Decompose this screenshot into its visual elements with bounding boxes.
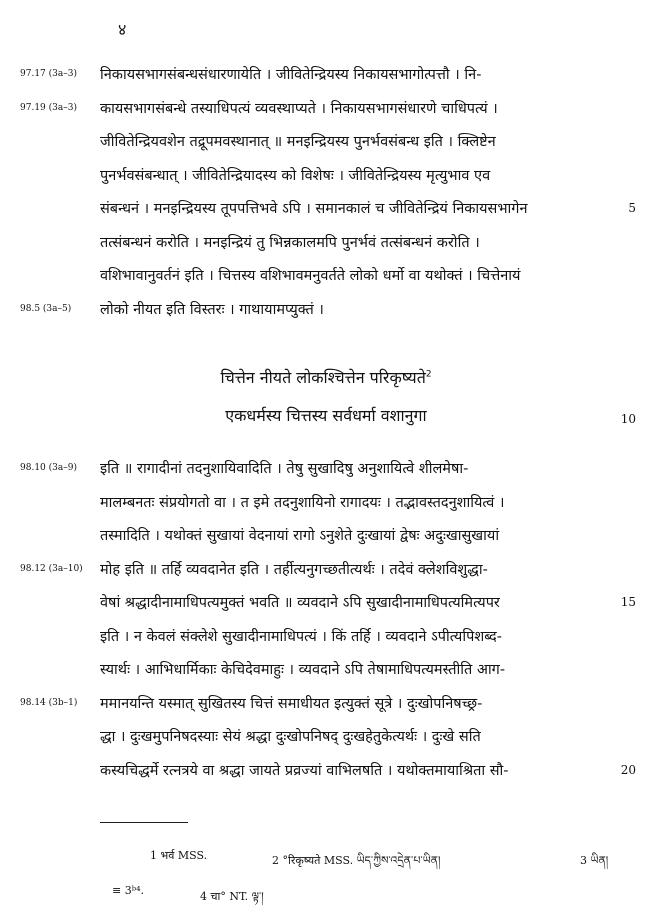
text-line	[0, 60, 652, 90]
verse-text-2: एकधर्मस्य चित्तस्य सर्वधर्मा वशानुगा	[225, 406, 427, 425]
text-line	[0, 228, 652, 258]
line-text: द्धा । दुःखमुपनिषदस्याः सेयं श्रद्धा दुःखोपनिषद् दुःखहेतुकेत्यर्थः । दुःखे सति	[100, 729, 481, 745]
line-text: मालम्बनतः संप्रयोगतो वा । त इमे तदनुशायिनो रागादयः । तद्भावस्तदनुशायित्वं ।	[100, 494, 505, 511]
line-text: लोको नीयत इति विस्तरः । गाथायामप्युक्तं ।	[100, 301, 324, 318]
line-text: संबन्धनं । मनइन्द्रियस्य तूपपत्तिभवे ऽपि । समानकालं च जीवितेन्द्रियं निकायसभागेन	[100, 201, 528, 217]
text-line	[0, 756, 652, 786]
line-number: 20	[620, 762, 636, 777]
text-line	[0, 588, 652, 618]
line-number: 15	[620, 595, 636, 609]
line-text: कायसभागसंबन्धे तस्याधिपत्यं व्यवस्थाप्यते । निकायसभागसंधारणे चाधिपत्यं ।	[100, 100, 498, 117]
line-reference: 97.17 (3a–3)	[20, 69, 77, 79]
line-number: 5	[628, 201, 636, 215]
text-line	[0, 655, 652, 685]
footnote-page-ref: ≡ 3ᵇ⁴.	[112, 884, 145, 897]
text-line	[0, 454, 652, 484]
line-text: ममानयन्ति यस्मात् सुखितस्य चित्तं समाधीयत इत्युक्तं सूत्रे । दुःखोपनिषच्छ्र-	[100, 695, 483, 712]
text-line	[0, 295, 652, 325]
footnote-2: 2 °रिकृष्यते MSS. ཡིད་ཀྱིས་འདྲེན་པ་ཡིན།	[272, 854, 441, 867]
line-text: कस्यचिद्धर्मे रत्नत्रये वा श्रद्धा जायते प्रव्रज्यां वाभिलषति । यथोक्तमायाश्रिता सौ-	[100, 762, 509, 779]
page-number: ४	[118, 20, 127, 39]
footnote-marker-2: 2	[425, 369, 432, 380]
line-reference: 98.10 (3a–9)	[20, 463, 77, 473]
line-text: वेषां श्रद्धादीनामाधिपत्यमुक्तं भवति ॥ व्यवदाने ऽपि सुखादीनामाधिपत्यमित्यपर	[100, 595, 500, 611]
line-text: जीवितेन्द्रियवशेन तद्रूपमवस्थानात् ॥ मनइन्द्रियस्य पुनर्भवसंबन्ध इति । क्लिष्टेन	[100, 134, 496, 150]
line-text: निकायसभागसंबन्धसंधारणायेति । जीवितेन्द्रियस्य निकायसभागोत्पत्तौ । नि-	[100, 67, 482, 83]
line-text: स्यार्थः । आभिधार्मिकाः केचिदेवमाहुः । व्यवदाने ऽपि तेषामाधिपत्यमस्तीति आग-	[100, 662, 506, 678]
text-line	[0, 261, 652, 291]
line-text: पुनर्भवसंबन्धात् । जीवितेन्द्रियादस्य को विशेषः । जीवितेन्द्रियस्य मृत्युभाव एव	[100, 167, 491, 184]
line-text: इति । न केवलं संक्लेशे सुखादीनामाधिपत्यं । किं तर्हि । व्यवदाने ऽपीत्यपिशब्द-	[100, 628, 502, 645]
line-text: तत्संबन्धनं करोति । मनइन्द्रियं तु भिन्नकालमपि पुनर्भवं तत्संबन्धनं करोति ।	[100, 234, 480, 251]
line-text: वशिभावानुवर्तनं इति । चित्तस्य वशिभावमनुवर्तते लोको धर्मो वा यथोक्तं । चित्तेनायं	[100, 268, 521, 284]
line-text: इति ॥ रागादीनां तदनुशायिवादिति । तेषु सुखादिषु अनुशायित्वे शीलमेषा-	[100, 461, 469, 477]
text-line	[0, 521, 652, 551]
text-line	[0, 555, 652, 585]
text-line	[0, 488, 652, 518]
verse-line-1	[0, 366, 652, 388]
line-text: तस्मादिति । यथोक्तं सुखायां वेदनायां रागो ऽनुशेते दुःखायां द्वेषः अदुःखासुखायां	[100, 528, 500, 544]
line-reference: 98.14 (3b–1)	[20, 697, 78, 708]
verse-line-number: 10	[620, 412, 636, 426]
text-line	[0, 194, 652, 224]
text-line	[0, 94, 652, 124]
footnote-1: 1 भर्व MSS.	[150, 849, 208, 862]
text-line	[0, 689, 652, 719]
line-reference: 97.19 (3a–3)	[20, 102, 77, 113]
line-reference: 98.5 (3a–5)	[20, 303, 72, 314]
verse-line-2	[0, 404, 652, 426]
text-line	[0, 722, 652, 752]
footnote-3: 3 ཡིན།	[580, 854, 609, 867]
text-line	[0, 127, 652, 157]
footnote-divider	[100, 822, 188, 823]
line-text: मोह इति ॥ तर्हि व्यवदानेत इति । तर्हीत्यनुगच्छतीत्यर्थः । तदेवं क्लेशविशुद्धा-	[100, 561, 488, 578]
text-line	[0, 161, 652, 191]
footnote-4: 4 चा° NT. ལྟ་།	[200, 890, 264, 903]
line-reference: 98.12 (3a–10)	[20, 563, 83, 574]
text-line	[0, 622, 652, 652]
verse-text-1: चित्तेन नीयते लोकश्चित्तेन परिकृष्यते	[220, 368, 426, 387]
